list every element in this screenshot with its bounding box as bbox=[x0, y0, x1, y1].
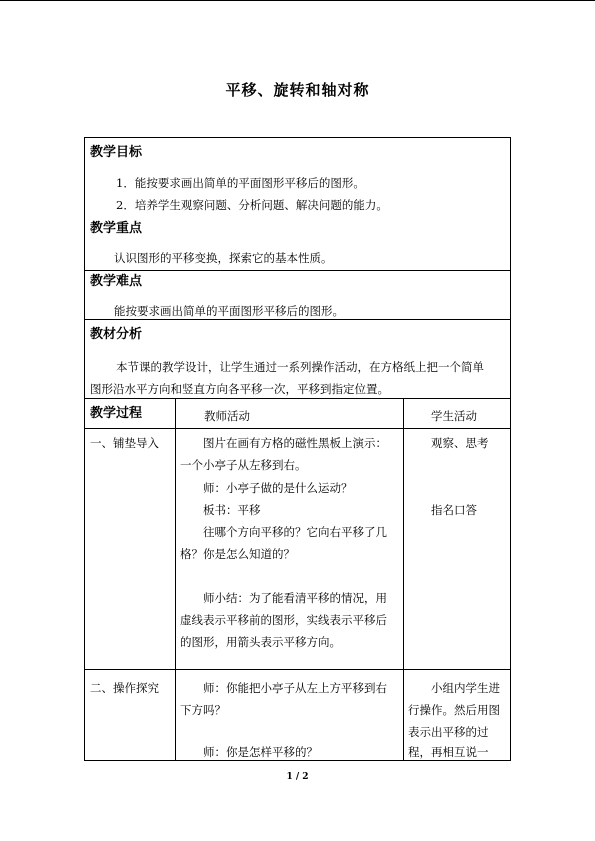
teacher-line: 虚线表示平移前的图形，实线表示平移后 bbox=[180, 613, 387, 627]
teacher-line: 下方吗？ bbox=[180, 703, 226, 717]
row-divider bbox=[84, 398, 511, 399]
teacher-line: 图片在画有方格的磁性黑板上演示： bbox=[203, 436, 387, 450]
teacher-line: 师：小亭子做的是什么运动？ bbox=[203, 481, 353, 495]
row-divider bbox=[84, 319, 511, 320]
goals-line: 2．培养学生观察问题、分析问题、解决问题的能力。 bbox=[116, 198, 388, 212]
teacher-line: 往哪个方向平移的？它向右平移了几 bbox=[203, 525, 387, 539]
top-rule bbox=[0, 0, 595, 1]
teacher-activity-header: 教师活动 bbox=[204, 409, 250, 423]
row-divider bbox=[84, 669, 511, 670]
analysis-line: 本节课的教学设计，让学生通过一系列操作活动，在方格纸上把一个简单 bbox=[116, 360, 484, 374]
teacher-line: 一个小亭子从左移到右。 bbox=[180, 458, 307, 472]
key-point-heading: 教学重点 bbox=[90, 221, 143, 236]
document-title: 平移、旋转和轴对称 bbox=[225, 81, 370, 99]
stage-label: 一、铺垫导入 bbox=[90, 436, 159, 450]
teacher-line: 的图形，用箭头表示平移方向。 bbox=[180, 635, 341, 649]
page-number: 1 / 2 bbox=[286, 772, 309, 782]
teacher-line: 师小结：为了能看清平移的情况，用 bbox=[203, 591, 387, 605]
student-line: 指名口答 bbox=[431, 503, 477, 517]
analysis-line: 图形沿水平方向和竖直方向各平移一次，平移到指定位置。 bbox=[90, 382, 389, 396]
analysis-heading: 教材分析 bbox=[90, 327, 143, 342]
student-line: 行操作。然后用图 bbox=[408, 703, 500, 717]
teacher-line: 师：你是怎样平移的？ bbox=[203, 745, 318, 759]
difficulty-heading: 教学难点 bbox=[90, 274, 143, 289]
student-line: 表示出平移的过 bbox=[408, 725, 489, 739]
goals-heading: 教学目标 bbox=[90, 145, 143, 160]
student-activity-header: 学生活动 bbox=[431, 409, 477, 423]
goals-line: 1．能按要求画出简单的平面图形平移后的图形。 bbox=[116, 176, 365, 190]
student-line: 程，再相互说一 bbox=[408, 745, 489, 759]
student-line: 小组内学生进 bbox=[431, 681, 500, 695]
process-heading: 教学过程 bbox=[90, 406, 143, 421]
teacher-line: 师：你能把小亭子从左上方平移到右 bbox=[203, 681, 387, 695]
difficulty-line: 能按要求画出简单的平面图形平移后的图形。 bbox=[114, 304, 344, 318]
teacher-line: 板书：平移 bbox=[203, 503, 261, 517]
row-divider bbox=[84, 428, 511, 429]
student-line: 观察、思考 bbox=[431, 436, 489, 450]
teacher-line: 格？你是怎么知道的？ bbox=[180, 547, 295, 561]
key-point-line: 认识图形的平移变换，探索它的基本性质。 bbox=[114, 251, 333, 265]
row-divider bbox=[84, 270, 511, 271]
column-divider bbox=[403, 398, 404, 761]
column-divider bbox=[175, 398, 176, 761]
stage-label: 二、操作探究 bbox=[90, 681, 159, 695]
